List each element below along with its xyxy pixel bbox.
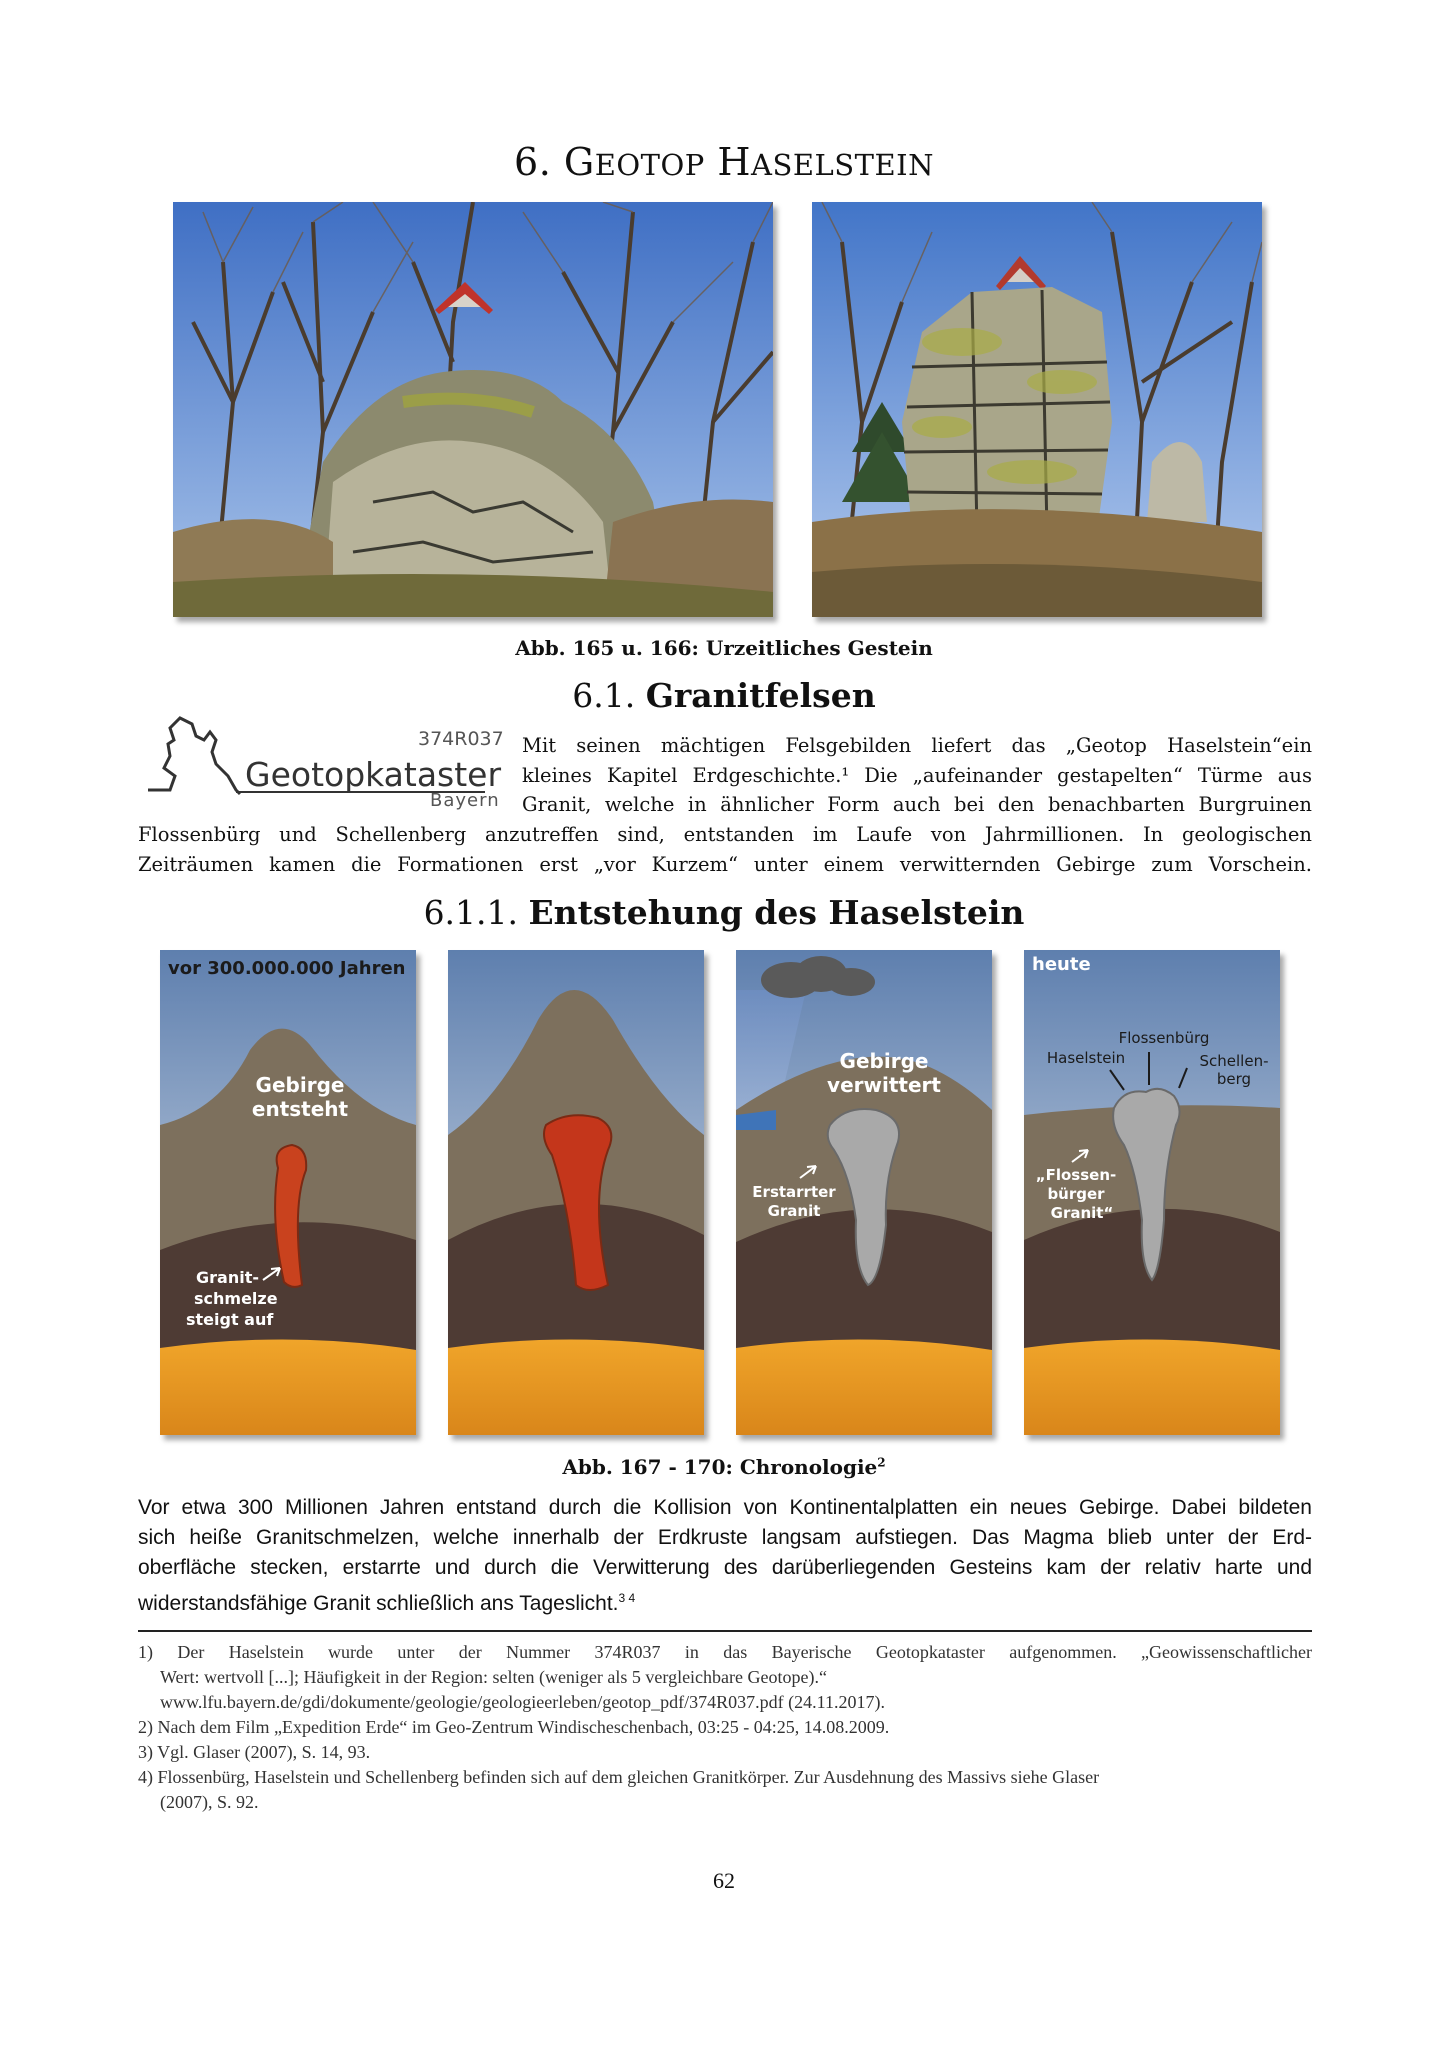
logo-region: Bayern — [430, 790, 500, 811]
chronology-panel-3 — [736, 950, 992, 1435]
geotopkataster-logo — [140, 700, 510, 810]
panel-time-label: heute — [1032, 954, 1091, 975]
label-schellenberg-1: Schellen- — [1199, 1052, 1269, 1070]
body-line: sich heiße Granitschmelzen, welche innerhalb der Erdkruste langsam aufstiegen. Das Magma blieb unter der Erd- — [138, 1526, 1312, 1549]
panel-granite-label-1: „Flossen- — [1035, 1166, 1117, 1184]
panel-melt-label-1: Granit- — [196, 1268, 259, 1287]
footnote-divider — [138, 1630, 1312, 1632]
paragraph-line: Zeiträumen kamen die Formationen erst „vor Kurzem“ unter einem verwitternden Gebirge zum Vorschein. — [138, 852, 1312, 876]
paragraph-line: Flossenbürg und Schellenberg anzutreffen sind, entstanden im Laufe von Jahrmillionen. In geologischen — [138, 823, 1312, 846]
section-paragraph-full — [138, 820, 1312, 879]
body-paragraph — [138, 1493, 1312, 1619]
panel-mountain-label-1: Gebirge — [839, 1049, 929, 1073]
footnote-line: 3) Vgl. Glaser (2007), S. 14, 93. — [138, 1742, 371, 1762]
panel-granite-label-2: Granit — [767, 1202, 821, 1220]
panel-mountain-label-1: Gebirge — [255, 1073, 345, 1097]
diagram-caption-text: Abb. 167 - 170: Chronologie — [562, 1455, 878, 1479]
rock-photo-2-image — [812, 202, 1262, 617]
rock-photo-left — [173, 202, 773, 617]
footnotes — [138, 1640, 1312, 1815]
footnote-line: 2) Nach dem Film „Expedition Erde“ im Geo-Zentrum Windischeschenbach, 03:25 - 04:25, 14.08.2009. — [138, 1717, 890, 1737]
photo-caption: Abb. 165 u. 166: Urzeitliches Gestein — [515, 636, 933, 660]
rock-photo-right — [812, 202, 1262, 617]
page-number: 62 — [713, 1868, 735, 1893]
panel-mountain-label-2: entsteht — [251, 1097, 349, 1121]
footnote-line: Wert: wertvoll [...]; Häufigkeit in der Region: selten (weniger als 5 vergleichbare Geotope).“ — [160, 1667, 827, 1687]
diagram-caption-footnote: 2 — [877, 1455, 886, 1470]
paragraph-line: kleines Kapitel Erdgeschichte.¹ Die „aufeinander gestapelten“ Türme aus — [522, 763, 1312, 787]
body-line-last: widerstandsfähige Granit schließlich ans Tageslicht.$^{3 4}$ — [138, 1591, 636, 1615]
panel-granite-label-1: Erstarrter — [752, 1183, 836, 1201]
body-line: Vor etwa 300 Millionen Jahren entstand durch die Kollision von Kontinentalplatten ein neues Gebirge. Dabei bildeten — [138, 1496, 1312, 1519]
chronology-panel-4 — [1024, 950, 1280, 1435]
panel-melt-label-2: schmelze — [194, 1289, 278, 1308]
footnote-line: 4) Flossenbürg, Haselstein und Schellenberg befinden sich auf dem gleichen Granitkörper. Zur Ausdehnung des Massivs siehe Glaser — [138, 1767, 1100, 1787]
footnote-line: www.lfu.bayern.de/gdi/dokumente/geologie/geologieerleben/geotop_pdf/374R037.pdf (24.11.2017). — [160, 1692, 886, 1712]
body-line: oberfläche stecken, erstarrte und durch die Verwitterung des darüberliegenden Gesteins kam der relativ harte und — [138, 1556, 1312, 1579]
label-schellenberg-2: berg — [1216, 1070, 1252, 1088]
panel-mountain-label-2: verwittert — [827, 1073, 941, 1097]
footnote-line: (2007), S. 92. — [160, 1792, 259, 1812]
rock-photo-1-image — [173, 202, 773, 617]
panel-time-label: vor 300.000.000 Jahren — [168, 958, 406, 979]
panel-melt-label-3: steigt auf — [186, 1310, 274, 1329]
paragraph-line: Granit, welche in ähnlicher Form auch bei den benachbarten Burgruinen — [522, 793, 1312, 816]
label-flossenburg: Flossenbürg — [1118, 1029, 1210, 1047]
logo-code: 374R037 — [418, 728, 504, 750]
section-paragraph-wrapped — [522, 731, 1312, 820]
chronology-panel-1 — [160, 950, 416, 1435]
panel-granite-label-2: bürger — [1047, 1185, 1105, 1203]
page-title: 6. GEOTOP HASELSTEIN — [514, 140, 934, 184]
section-number: 6.1. — [572, 676, 646, 715]
diagram-caption — [0, 1455, 1448, 1479]
subsection-number: 6.1.1. — [423, 893, 529, 932]
section-heading-text: Granitfelsen — [645, 676, 876, 715]
chronology-panel-2 — [448, 950, 704, 1435]
subsection-heading — [0, 893, 1448, 932]
subsection-heading-text: Entstehung des Haselstein — [528, 893, 1025, 932]
footnote-line: 1) Der Haselstein wurde unter der Nummer 374R037 in das Bayerische Geotopkataster aufgenommen. „Geowissenschaftlicher — [138, 1642, 1312, 1662]
panel-granite-label-3: Granit“ — [1050, 1204, 1114, 1222]
label-haselstein: Haselstein — [1046, 1049, 1126, 1067]
paragraph-line: Mit seinen mächtigen Felsgebilden liefert das „Geotop Haselstein“ein — [522, 734, 1312, 757]
body-footnote-refs: 3 4 — [618, 1591, 636, 1605]
logo-name: Geotopkataster — [245, 755, 502, 794]
